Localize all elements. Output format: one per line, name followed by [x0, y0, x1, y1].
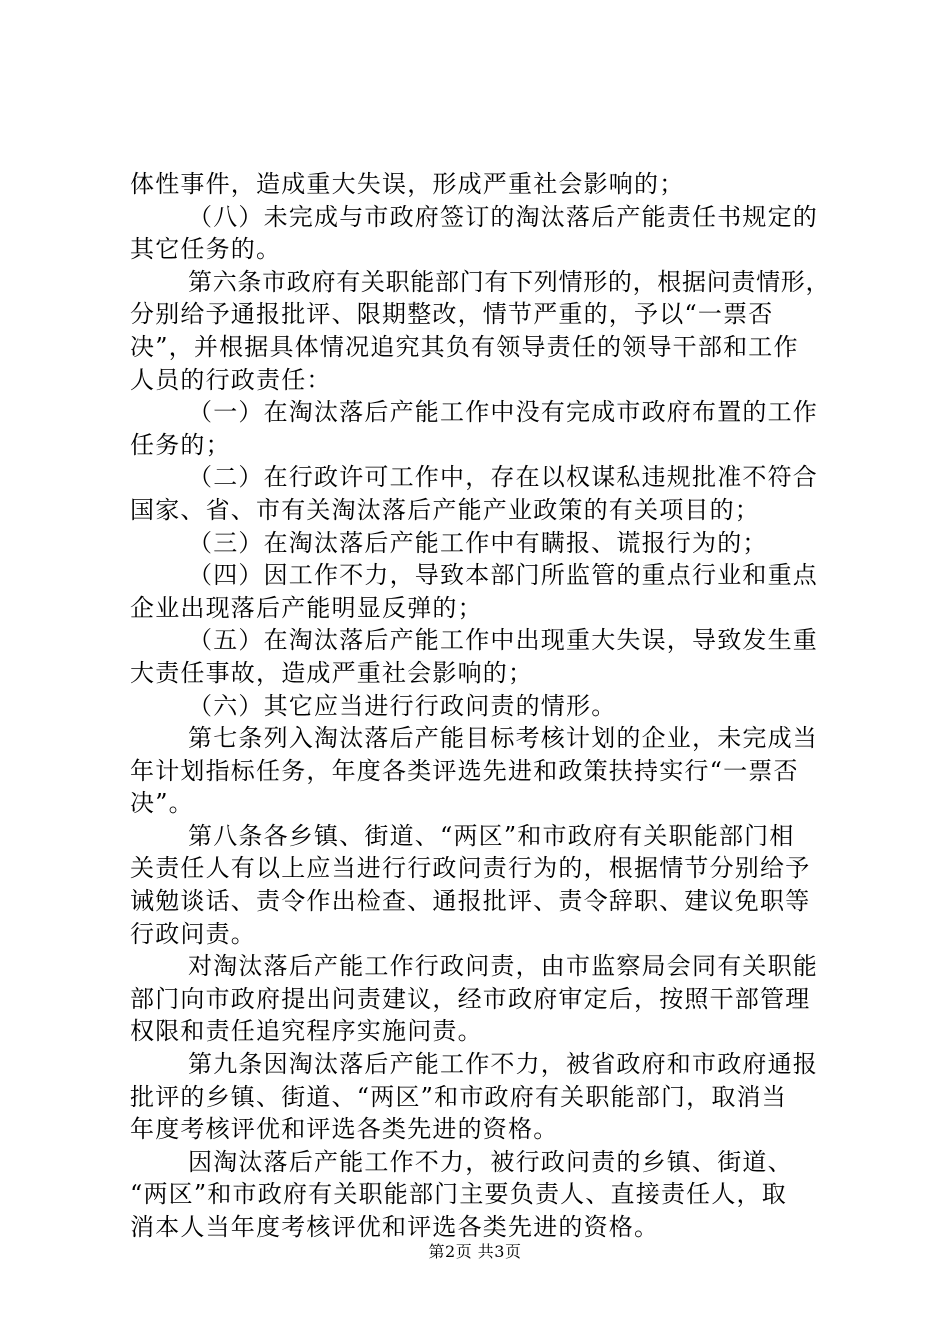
text-line: 消本人当年度考核评优和评选各类先进的资格。 — [130, 1213, 660, 1241]
text-line: “两区”和市政府有关职能部门主要负责人、直接责任人，取 — [130, 1180, 787, 1209]
text-line: （二）在行政许可工作中，存在以权谋私违规批准不符合 — [188, 463, 818, 492]
text-line: 其它任务的。 — [130, 235, 282, 264]
text-line: 部门向市政府提出问责建议，经市政府审定后，按照干部管理 — [130, 984, 811, 1013]
text-line: 年度考核评优和评选各类先进的资格。 — [130, 1115, 559, 1144]
text-line: 对淘汰落后产能工作行政问责，由市监察局会同有关职能 — [188, 952, 818, 981]
text-line: 行政问责。 — [130, 919, 256, 948]
text-line: （四）因工作不力，导致本部门所监管的重点行业和重点 — [188, 561, 818, 590]
text-line: 大责任事故，造成严重社会影响的； — [130, 658, 534, 687]
page-number-label: 第2页 共3页 — [428, 1242, 522, 1261]
text-line: （一）在淘汰落后产能工作中没有完成市政府布置的工作 — [188, 398, 818, 427]
document-body — [130, 168, 830, 1244]
text-line: 第九条因淘汰落后产能工作不力，被省政府和市政府通报 — [188, 1050, 818, 1079]
page-footer — [0, 1242, 950, 1262]
text-line: （六）其它应当进行行政问责的情形。 — [188, 691, 617, 720]
text-line: 第八条各乡镇、街道、“两区”和市政府有关职能部门相 — [188, 821, 795, 850]
text-line: 因淘汰落后产能工作不力，被行政问责的乡镇、街道、 — [188, 1147, 793, 1176]
text-line: 第六条市政府有关职能部门有下列情形的，根据问责情形， — [188, 267, 831, 296]
text-line: 第七条列入淘汰落后产能目标考核计划的企业，未完成当 — [188, 724, 818, 753]
text-line: 人员的行政责任： — [130, 365, 332, 394]
text-line: 关责任人有以上应当进行行政问责行为的，根据情节分别给予 — [130, 854, 811, 883]
text-line: 权限和责任追究程序实施问责。 — [130, 1017, 483, 1046]
text-line: 国家、省、市有关淘汰落后产能产业政策的有关项目的； — [130, 495, 760, 524]
text-line: 决”。 — [130, 789, 194, 818]
text-line: 诫勉谈话、责令作出检查、通报批评、责令辞职、建议免职等 — [130, 887, 811, 916]
text-line: 企业出现落后产能明显反弹的； — [130, 593, 483, 622]
text-line: 分别给予通报批评、限期整改，情节严重的，予以“一票否 — [130, 300, 774, 329]
text-line: （三）在淘汰落后产能工作中有瞒报、谎报行为的； — [188, 528, 768, 557]
text-line: 体性事件，造成重大失误，形成严重社会影响的； — [130, 170, 685, 198]
text-line: 任务的； — [130, 430, 231, 459]
text-line: 年计划指标任务，年度各类评选先进和政策扶持实行“一票否 — [130, 756, 799, 785]
text-line: 决”，并根据具体情况追究其负有领导责任的领导干部和工作 — [130, 332, 799, 361]
text-line: （五）在淘汰落后产能工作中出现重大失误，导致发生重 — [188, 626, 818, 655]
text-line: 批评的乡镇、街道、“两区”和市政府有关职能部门，取消当 — [130, 1082, 787, 1111]
text-line: （八）未完成与市政府签订的淘汰落后产能责任书规定的 — [188, 202, 818, 231]
